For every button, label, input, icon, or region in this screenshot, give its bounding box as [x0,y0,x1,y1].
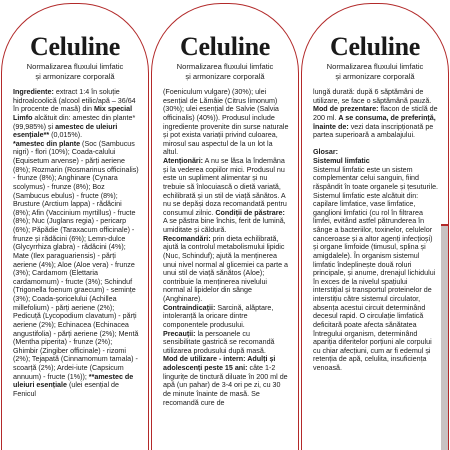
bold-label-text: amestec de uleiuri esențiale** [13,122,118,140]
bold-label-text: Recomandări: [163,234,211,243]
brand-subtitle-line-1: Normalizarea fluxului limfatic [176,62,274,71]
bold-label-text: Glosar: [313,148,338,157]
bold-label-text: A se consuma, de preferință, înainte de: [313,113,436,131]
brand-title: Celuline [29,32,121,61]
body-text: A se păstra bine închis, ferit de lumină, umiditate și căldură. [163,217,286,234]
body-text: prin dieta echilibrată, ajută la controlul metabolismului lipidic (Nuc, Schinduf); ajută la menținerea unui nivel normal al glicemiei ca parte a unui stil de viață sănătos (Aloe); contribuie la menținerea nivelului normal al lipidelor din sânge (Anghinare). [163,234,289,303]
bold-label-text: Mod de prezentare: [313,105,379,114]
bold-label-text: Atenționări: [163,157,204,165]
bold-label-text: Mix special Limfo [13,105,133,122]
body-text: Sarcină, alăptare, intoleranță la oricare dintre componentele produsului. [163,303,274,329]
side-color-bar [441,224,448,450]
panel-body-text [163,88,289,407]
panel-body-text [13,88,139,399]
bold-label-text: Mod de utilizare - intern: Adulți și adolescenți peste 15 ani: [163,355,276,372]
body-text: (0,015%). [49,131,83,140]
brand-subtitle-line-1: Normalizarea fluxului limfatic [26,62,124,71]
body-text: vezi data inscripționată pe partea superioară a ambalajului. [313,122,434,140]
body-text: alcătuit din: amestec din plante* (99,985%) și [13,113,136,131]
bold-label-text: *amestec din plante [13,139,81,148]
body-text: extract 1:4 în soluție hidroalcoolică (alcool etilic/apă – 36/64 în procente de masă) din [13,88,136,114]
brand-subtitle-line-2: și armonizare corporală [185,72,265,81]
brand-subtitle-line-1: Normalizarea fluxului limfatic [326,62,424,71]
brand-title: Celuline [329,32,421,61]
body-text: (Soc (Sambucus nigri) - flori (10%); Coada-calului (Equisetum arvense) - părți aeriene (8%); Rozmarin (Rosmarinus officinalis) - frunze (8%); Anghinare (Cynara scolymus) - frunze (8%); Boz (Sambucus ebulus) - fructe (8%); Brusture (Arctium lappa) - rădăcini (8%); Afin (Vaccinium myrtillus) - fructe (8%); Nuc (Juglans regia) - pericarp (6%); Păpădie (Taraxacum officinale) - frunze și rădăcini (6%); Lemn-dulce (Glycyrrhiza glabra) - rădăcini (4%); Mate (Ilex paraguariensis) - părți aeriene (4%); Aloe (Aloe vera) - frunze (3%); Cardamom (Elettaria cardamomum) - fructe (3%); Schinduf (Trigonella foenum graecum) - semințe (3%); Coada-șoricelului (Achillea millefolium) - părți aeriene (2%); Pedicuță (Lycopodium clavatum) - părți aeriene (2%); Echinacea (Echinacea angustifolia) - părți aeriene (2%); Mentă (Mentha piperita) - frunze (2%); Ghimbir (Zingiber officinale) - rizomi (2%); Tejapată (Cinnamomum tamala) - scoarță (2%); Ardei-iute (Capsicum annuum) - fructe (1%)); [13,139,139,381]
label-panel-ingredients [1,3,149,450]
body-text: Sistemul limfatic este un sistem complementar celui sanguin, fiind răspândit în toate organele și țesuturile. Sistemul limfatic este alcătuit din: capilare limfatice, vase limfatice, ganglioni limfatici (cu rol în filtrarea limfei, evitând astfel pătrunderea în sânge a bacteriilor, toxinelor, celulelor canceroase și a altor agenți infecțioși) și organe limfoide (timusul, splina și amigdalele). În organism sistemul limfatic îndeplinește două roluri principale, și anume, drenajul lichidului în exces de la nivelul spațiului interstițial și transportul proteinelor de interstițiu către sistemul circulator, absența acestui circuit determinând decesul rapid. O circulație limfatică deficitară poate afecta sănătatea întregului organism, determinând apariția diferitelor porțiuni ale corpului cu chiar afecțiuni, cum ar fi edemul și retenția de apă, celulita, insuficiența venoasă. [313,165,439,372]
bold-label-text: Sistemul limfatic [313,157,370,165]
brand-subtitle-line-2: și armonizare corporală [35,72,115,81]
bold-label-text: Condiții de păstrare: [215,208,285,217]
brand-subtitle-line-2: și armonizare corporală [335,72,415,81]
body-text: (ulei esențial de Fenicul [13,381,119,398]
body-text: (Foeniculum vulgare) (30%); ulei esențial de Lămâie (Citrus limonum) (30%); ulei esențial de Salvie (Salvia officinalis) (40%)). Produsul include ingrediente provenite din surse naturale și pot exista variații privind culoarea, mirosul sau aspectul de la un lot la altul. [163,88,289,157]
body-text: câte 1-2 lingurițe de tinctură diluate în 200 ml de apă (un pahar) de 3-4 ori pe zi, cu 30 de minute înainte de masă. Se recomandă cure de [163,364,288,407]
brand-title: Celuline [179,32,271,61]
bold-label-text: **amestec de uleiuri esențiale [13,372,134,390]
label-panel-glossary [301,3,449,450]
panel-body-text [313,88,439,373]
bold-label-text: Contraindicații: [163,303,216,312]
body-text: la persoanele cu sensibilitate gastrică se recomandă utilizarea produsului după masă. [163,329,275,355]
label-panel-instructions [151,3,299,450]
body-text: flacon de sticlă de 200 ml. [313,105,438,122]
body-text: A nu se lăsa la îndemâna și la vederea copiilor mici. Produsul nu este un supliment alimentar și nu trebuie să înlocuiască o dietă variată, echilibrată și un stil de viață sănătos. A nu se depăși doza recomandată pentru consumul zilnic. [163,157,287,217]
bold-label-text: Precauții: [163,329,196,338]
body-text: lungă durată: după 6 săptămâni de utilizare, se face o săptămână pauză. [313,88,432,105]
bold-label-text: Ingrediente: [13,88,54,96]
